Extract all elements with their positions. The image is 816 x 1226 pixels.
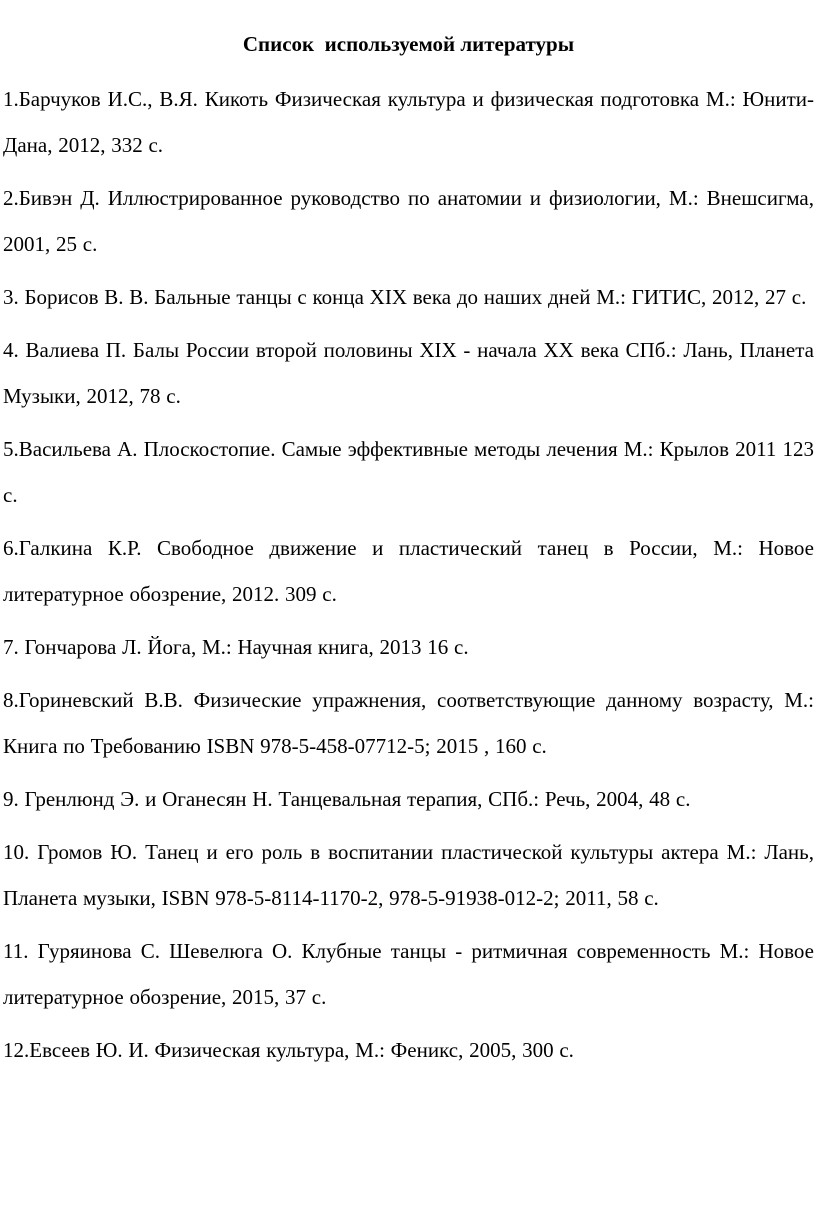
reference-item-9: 9. Гренлюнд Э. и Оганесян Н. Танцевальная терапия, СПб.: Речь, 2004, 48 с. — [3, 787, 691, 811]
reference-item-10: 10. Громов Ю. Танец и его роль в воспитании пластической культуры актера М.: Лань, Планета музыки, ISBN 978-5-8114-1170-2, 978-5-91938-012-2; 2011, 58 с. — [3, 840, 814, 910]
reference-item-7: 7. Гончарова Л. Йога, М.: Научная книга, 2013 16 с. — [3, 635, 469, 659]
reference-item-2: 2.Бивэн Д. Иллюстрированное руководство по анатомии и физиологии, М.: Внешсигма, 2001, 25 с. — [3, 186, 814, 256]
reference-item-8: 8.Гориневский В.В. Физические упражнения, соответствующие данному возрасту, М.: Книга по Требованию ISBN 978-5-458-07712-5; 2015 , 160 с. — [3, 688, 814, 758]
reference-item-11: 11. Гуряинова С. Шевелюга О. Клубные танцы - ритмичная современность М.: Новое литературное обозрение, 2015, 37 с. — [3, 939, 814, 1009]
page-title: Список используемой литературы — [242, 32, 575, 56]
reference-item-12: 12.Евсеев Ю. И. Физическая культура, М.: Феникс, 2005, 300 с. — [3, 1038, 574, 1062]
reference-item-4: 4. Валиева П. Балы России второй половины XIX - начала XX века СПб.: Лань, Планета Музыки, 2012, 78 с. — [3, 338, 814, 408]
reference-item-1: 1.Барчуков И.С., В.Я. Кикоть Физическая культура и физическая подготовка М.: Юнити-Дана, 2012, 332 с. — [3, 87, 814, 157]
reference-item-6: 6.Галкина К.Р. Свободное движение и пластический танец в России, М.: Новое литературное обозрение, 2012. 309 с. — [3, 536, 814, 606]
reference-list — [3, 76, 814, 1073]
reference-item-5: 5.Васильева А. Плоскостопие. Самые эффективные методы лечения М.: Крылов 2011 123 с. — [3, 437, 814, 507]
reference-item-3: 3. Борисов В. В. Бальные танцы с конца XIX века до наших дней М.: ГИТИС, 2012, 27 с. — [3, 285, 807, 309]
